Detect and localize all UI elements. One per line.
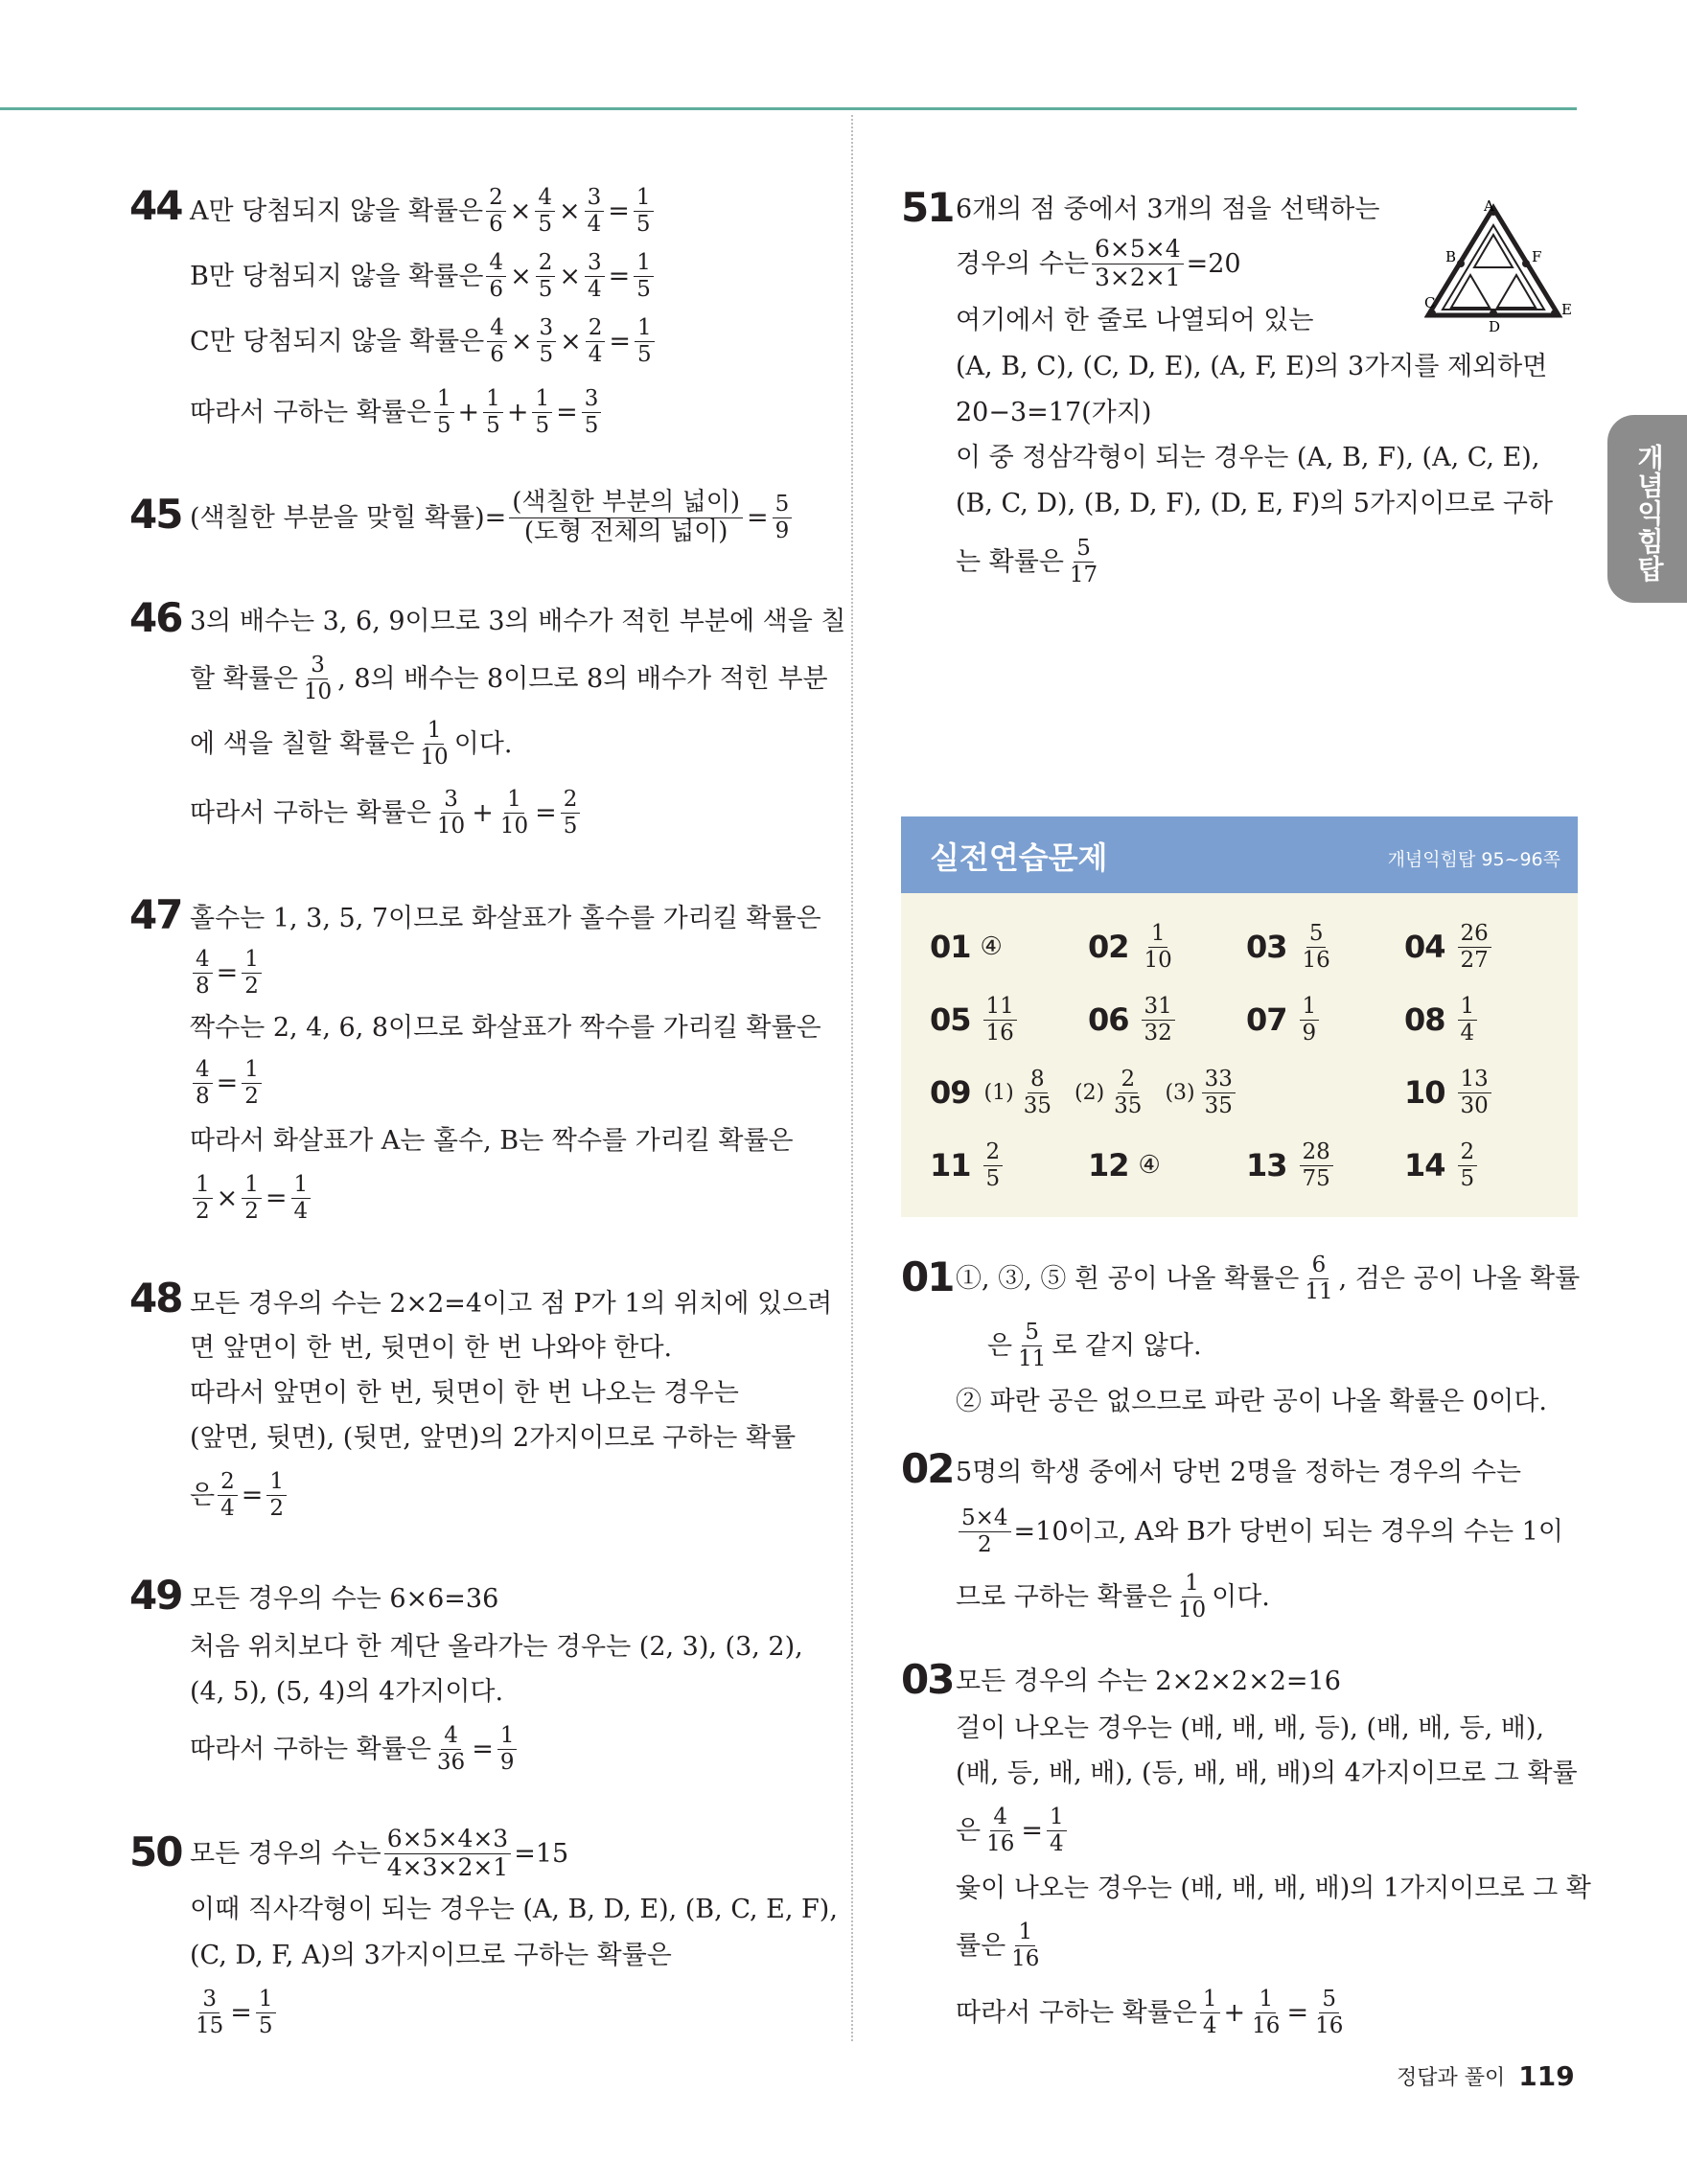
fraction: $\frac{6\times 5\times 4\times 3}{4\times 3\times 2\times 1}$	[384, 1827, 511, 1880]
line: 5명의 학생 중에서 당번 2명을 정하는 경우의 수는	[956, 1457, 1521, 1487]
fraction: $\frac{5}{9}$	[773, 493, 793, 541]
fraction: 2 5	[1458, 1140, 1478, 1189]
line: 이때 직사각형이 되는 경우는 (A, B, D, E), (B, C, E, F),	[190, 1894, 838, 1924]
fraction: 26 27	[1458, 922, 1491, 971]
fraction: $\frac{2}{5}$	[561, 788, 581, 837]
line: (앞면, 뒷면), (뒷면, 앞면)의 2가지이므로 구하는 확률	[190, 1422, 797, 1453]
line: 면 앞면이 한 번, 뒷면이 한 번 나와야 한다.	[190, 1332, 673, 1363]
fraction: 31 32	[1142, 995, 1175, 1044]
fraction: 2 5	[983, 1140, 1004, 1189]
fraction: $\frac{1}{4}$	[291, 1173, 312, 1222]
fraction: $\frac{1}{2}$	[266, 1470, 287, 1519]
fraction: 13 30	[1458, 1068, 1491, 1116]
line: $\frac{4}{8}$ = $\frac{1}{2}$	[190, 944, 265, 1001]
line: 이 중 정삼각형이 되는 경우는 (A, B, F), (A, C, E),	[956, 442, 1540, 472]
fraction: $\frac{1}{5}$	[634, 251, 654, 300]
fraction: 3 10	[303, 653, 333, 704]
page-footer	[1397, 2060, 1575, 2092]
line: $\frac{4}{8}$ = $\frac{1}{2}$	[190, 1054, 265, 1112]
line: 므로 구하는 확률은 1 10 이다.	[956, 1571, 1270, 1622]
line: (4, 5), (5, 4)의 4가지이다.	[190, 1676, 504, 1707]
fraction: $\frac{3}{5}$	[537, 316, 557, 365]
line: 경우의 수는 $\frac{6\times 5\times 4}{3\times 2\times 1}$ =20	[956, 235, 1241, 291]
fraction: 1 10	[420, 718, 449, 770]
fraction: 8 35	[1023, 1067, 1051, 1118]
fraction: $\frac{1}{2}$	[242, 1058, 262, 1107]
line: 3의 배수는 3, 6, 9이므로 3의 배수가 적힌 부분에 색을 칠	[190, 606, 846, 636]
line: $\frac{5\times 4}{2}$ =10이고, A와 B가 당번이 되는 경우의 수는 1이	[956, 1503, 1563, 1560]
label-c: C	[1424, 294, 1436, 311]
panel-page-reference: 개념익힘탑 95~96쪽	[1387, 849, 1560, 870]
fraction: $\frac{4}{16}$	[986, 1805, 1015, 1856]
fraction: $\frac{4}{5}$	[535, 186, 555, 235]
fraction: 1 16	[1011, 1920, 1040, 1971]
line: 률은 1 16	[956, 1917, 1045, 1974]
fraction: 11 16	[983, 995, 1017, 1044]
fraction: $\frac{1}{5}$	[635, 316, 655, 365]
line: 처음 위치보다 한 계단 올라가는 경우는 (2, 3), (3, 2),	[190, 1631, 803, 1662]
answer-item: 03 5 16	[1246, 918, 1336, 976]
fraction: $\frac{3}{15}$	[196, 1987, 224, 2038]
small-triangle-right	[1497, 275, 1536, 308]
fraction: $\frac{1}{2}$	[242, 948, 262, 997]
line: 모든 경우의 수는 $\frac{6\times 5\times 4\times 3}{4\times 3\times 2\times 1}$ =15	[190, 1825, 569, 1881]
fraction: 1 10	[1177, 1571, 1207, 1622]
problem-number: 44	[129, 182, 182, 229]
line: 따라서 구하는 확률은 1 5 + $\frac{1}{5}$ + $\frac{1}{5}$ = $\frac{3}{5}$	[190, 383, 604, 441]
answer-item: 08 1 4	[1404, 991, 1480, 1048]
line: $\frac{3}{15}$ = $\frac{1}{5}$	[190, 1984, 279, 2041]
line: 여기에서 한 줄로 나열되어 있는	[956, 305, 1314, 335]
answer-item: 11 2 5	[930, 1137, 1005, 1194]
footer-label: 정답과 풀이	[1397, 2066, 1506, 2090]
fraction: $\frac{1}{9}$	[497, 1724, 518, 1773]
fraction: $\frac{1}{2}$	[242, 1173, 262, 1222]
label-e: E	[1561, 301, 1572, 318]
line: (C, D, F, A)의 3가지이므로 구하는 확률은	[190, 1940, 672, 1970]
fraction: $\frac{2}{4}$	[218, 1470, 238, 1519]
line: (B, C, D), (B, D, F), (D, E, F)의 5가지이므로 구하	[956, 488, 1554, 518]
problem-number: 45	[129, 491, 182, 538]
answer-item: 10 13 30	[1404, 1064, 1494, 1121]
line: 홀수는 1, 3, 5, 7이므로 화살표가 홀수를 가리킬 확률은	[190, 903, 821, 933]
line: 모든 경우의 수는 2×2×2×2=16	[956, 1666, 1341, 1696]
line: ①, ③, ⑤ 흰 공이 나올 확률은 6 11 , 검은 공이 나올 확률	[956, 1253, 1581, 1304]
answer-item: 05 11 16	[930, 991, 1020, 1048]
line: 20−3=17(가지)	[956, 397, 1152, 427]
line: 모든 경우의 수는 2×2=4이고 점 P가 1의 위치에 있으려	[190, 1288, 833, 1319]
line: 할 확률은 3 10 , 8의 배수는 8이므로 8의 배수가 적힌 부분	[190, 653, 828, 704]
line: 은 5 11 로 같지 않다.	[987, 1320, 1202, 1371]
fraction: $\frac{2}{6}$	[486, 186, 506, 235]
fraction: $\frac{1}{5}$	[532, 387, 552, 436]
problem-number: 01	[901, 1253, 954, 1300]
label-d: D	[1489, 318, 1501, 335]
point-d	[1490, 310, 1497, 317]
practice-answers-panel	[901, 816, 1578, 1217]
line: 따라서 구하는 확률은 3 10 + $\frac{1}{10}$ = $\frac{2}{5}$	[190, 784, 583, 841]
fraction: $\frac{4}{6}$	[487, 316, 507, 365]
problem-number: 51	[901, 184, 954, 231]
fraction: $\frac{1}{5}$	[483, 387, 503, 436]
label-b: B	[1445, 248, 1457, 265]
fraction: 6 11	[1305, 1253, 1333, 1304]
line: C만 당첨되지 않을 확률은 $\frac{4}{6}$ × $\frac{3}{5}$ × $\frac{2}{4}$ = $\frac{1}{5}$	[190, 312, 658, 370]
line: 에 색을 칠할 확률은 1 10 이다.	[190, 718, 513, 770]
line: 따라서 앞면이 한 번, 뒷면이 한 번 나오는 경우는	[190, 1377, 739, 1408]
column-divider	[851, 115, 853, 2041]
problem-number: 48	[129, 1275, 182, 1322]
problem-number: 47	[129, 891, 182, 938]
point-e	[1551, 310, 1559, 317]
fraction: $\frac{4}{36}$	[436, 1723, 466, 1775]
line: 은 $\frac{4}{16}$ = $\frac{1}{4}$	[956, 1802, 1070, 1859]
fraction: $\frac{2}{4}$	[586, 316, 606, 365]
fraction: 28 75	[1300, 1140, 1333, 1189]
line: (배, 등, 배, 배), (등, 배, 배, 배)의 4가지이므로 그 확률	[956, 1758, 1578, 1788]
point-b	[1457, 260, 1465, 267]
answer-item: 14 2 5	[1404, 1137, 1480, 1194]
problem-number: 02	[901, 1445, 954, 1492]
line: 걸이 나오는 경우는 (배, 배, 배, 등), (배, 배, 등, 배),	[956, 1713, 1544, 1743]
fraction: $\frac{1}{5}$	[634, 186, 654, 235]
fraction: 1 4	[1200, 1988, 1220, 2036]
line: 따라서 화살표가 A는 홀수, B는 짝수를 가리킬 확률은	[190, 1125, 794, 1156]
fraction: $\frac{4}{8}$	[193, 948, 213, 997]
answer-item: 09 (1) 8 35 (2) 2 35 (3) 33 35	[930, 1064, 1238, 1121]
problem-number: 49	[129, 1572, 182, 1619]
fraction: $\frac{4}{8}$	[193, 1058, 213, 1107]
panel-header	[901, 816, 1578, 893]
answer-item: 06 31 32	[1088, 991, 1178, 1048]
fraction: 1 4	[1458, 995, 1478, 1044]
small-triangle-top	[1474, 235, 1513, 267]
line: 모든 경우의 수는 6×6=36	[190, 1583, 499, 1614]
page-number: 119	[1518, 2060, 1575, 2092]
fraction: 1 9	[1300, 995, 1320, 1044]
fraction: $\frac{4}{6}$	[486, 251, 506, 300]
line: 짝수는 2, 4, 6, 8이므로 화살표가 짝수를 가리킬 확률은	[190, 1012, 821, 1043]
fraction: $\frac{1}{2}$	[193, 1173, 213, 1222]
line: 은 $\frac{2}{4}$ = $\frac{1}{2}$	[190, 1466, 289, 1524]
fraction: $\frac{1}{16}$	[1252, 1987, 1281, 2038]
fraction: $\frac{1}{4}$	[1047, 1805, 1067, 1854]
answer-item: 07 1 9	[1246, 991, 1322, 1048]
line: ② 파란 공은 없으므로 파란 공이 나올 확률은 0이다.	[956, 1386, 1547, 1416]
line: 따라서 구하는 확률은 1 4 + $\frac{1}{16}$ = $\frac{5}{16}$	[956, 1984, 1349, 2041]
fraction: $\frac{1}{10}$	[499, 787, 529, 839]
answer-item: 04 26 27	[1404, 918, 1494, 976]
fraction: 3 10	[436, 787, 466, 839]
fraction: 5 17	[1069, 536, 1098, 587]
problem-number: 46	[129, 594, 182, 641]
side-tab[interactable]	[1607, 415, 1687, 603]
panel-title: 실전연습문제	[930, 839, 1108, 876]
answer-item: 13 28 75	[1246, 1137, 1336, 1194]
line: $\frac{1}{2}$ × $\frac{1}{2}$ = $\frac{1}{4}$	[190, 1169, 313, 1227]
fraction: 2 35	[1114, 1067, 1143, 1118]
problem-number: 50	[129, 1828, 182, 1875]
triangle-figure	[1424, 196, 1578, 335]
problem-number: 03	[901, 1656, 954, 1703]
label-a: A	[1484, 197, 1494, 215]
line: 6개의 점 중에서 3개의 점을 선택하는	[956, 194, 1380, 224]
fraction: (색칠한 부분의 넓이) (도형 전체의 넓이)	[509, 490, 743, 545]
line: 따라서 구하는 확률은 $\frac{4}{36}$ = $\frac{1}{9}$	[190, 1720, 520, 1778]
line: B만 당첨되지 않을 확률은 $\frac{4}{6}$ × $\frac{2}{5}$ × $\frac{3}{4}$ = $\frac{1}{5}$	[190, 247, 657, 305]
fraction: 33 35	[1202, 1068, 1236, 1116]
line: 윷이 나오는 경우는 (배, 배, 배, 배)의 1가지이므로 그 확	[956, 1873, 1591, 1903]
fraction: $\frac{3}{4}$	[585, 186, 605, 235]
label-f: F	[1532, 248, 1542, 265]
answer-item: 12 ④	[1088, 1147, 1161, 1184]
line: 는 확률은 5 17	[956, 533, 1103, 590]
answer-item: 02 1 10	[1088, 918, 1178, 976]
top-rule	[0, 107, 1577, 110]
fraction: $\frac{3}{5}$	[582, 387, 602, 436]
fraction: $\frac{5}{16}$	[1315, 1987, 1344, 2038]
fraction: $\frac{6\times 5\times 4}{3\times 2\times 1}$	[1092, 237, 1184, 290]
point-f	[1522, 260, 1530, 267]
side-tab-label: 개념익힘탑	[1633, 444, 1665, 583]
fraction: $\frac{3}{4}$	[585, 251, 605, 300]
fraction: 5 11	[1018, 1320, 1047, 1371]
fraction: $\frac{1}{5}$	[256, 1988, 276, 2036]
line: (A, B, C), (C, D, E), (A, F, E)의 3가지를 제외하면	[956, 351, 1548, 381]
fraction: 1 10	[1144, 921, 1172, 973]
fraction: 1 5	[434, 387, 454, 436]
line: (색칠한 부분을 맞힐 확률)= (색칠한 부분의 넓이) (도형 전체의 넓이) = $\frac{5}{9}$	[190, 489, 795, 546]
fraction: $\frac{2}{5}$	[536, 251, 556, 300]
line: A만 당첨되지 않을 확률은 $\frac{2}{6}$ × $\frac{4}{5}$ × $\frac{3}{4}$ = $\frac{1}{5}$	[190, 182, 657, 240]
answer-item: 01 ④	[930, 929, 1003, 965]
small-triangle-left	[1451, 275, 1490, 308]
fraction: $\frac{5\times 4}{2}$	[959, 1506, 1011, 1555]
fraction: 5 16	[1302, 921, 1330, 973]
